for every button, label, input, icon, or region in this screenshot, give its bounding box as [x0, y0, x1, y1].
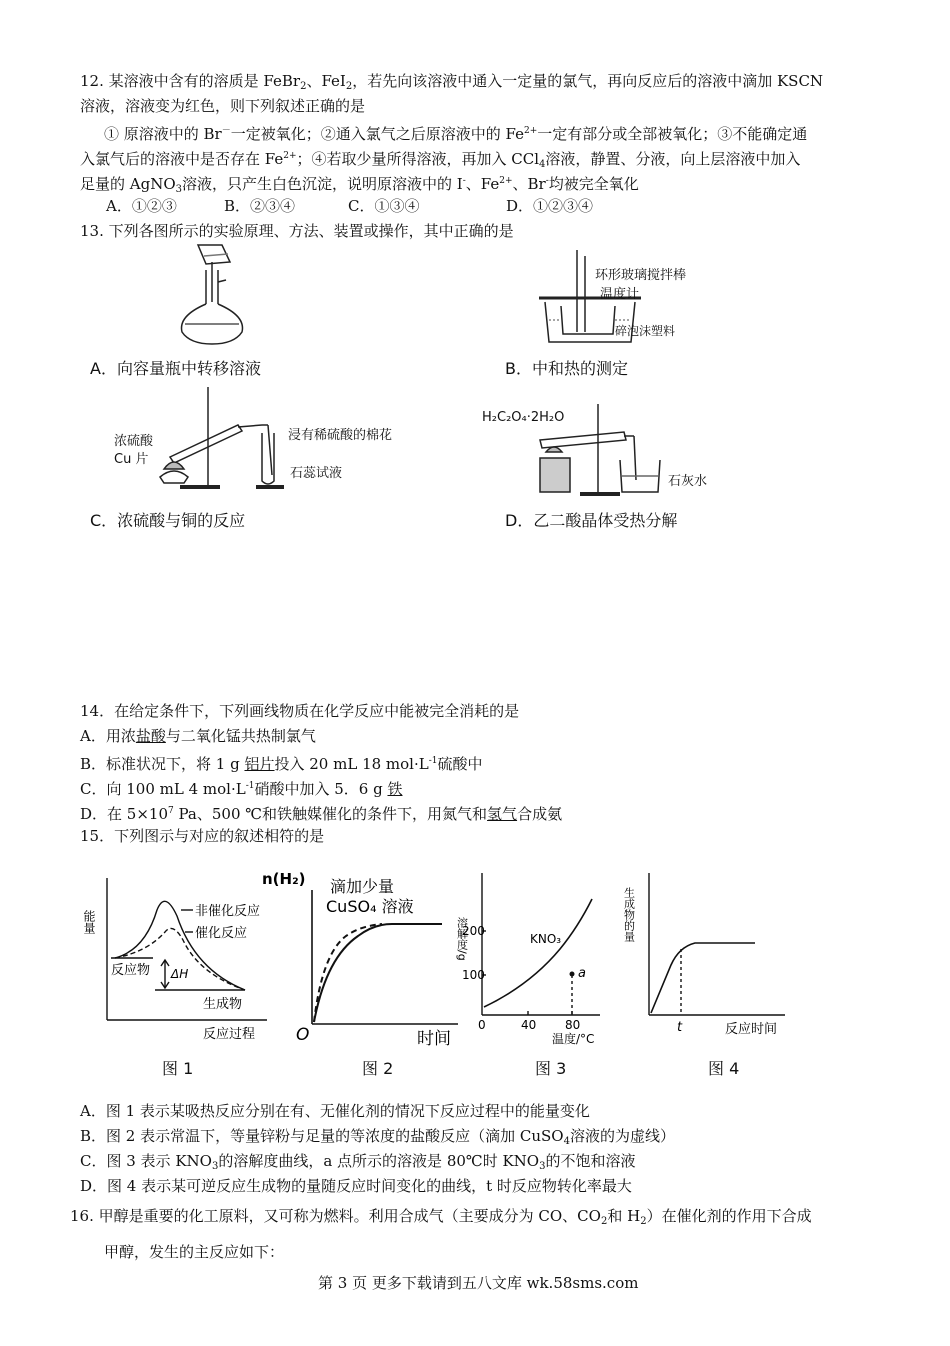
- figure-d-caption: D．乙二酸晶体受热分解: [505, 511, 678, 530]
- fig1-xlabel: 反应过程: [203, 1027, 256, 1042]
- fig2-note-line1: 滴加少量: [330, 877, 395, 896]
- fig1-product-label: 生成物: [203, 997, 243, 1012]
- q13-stem: 13. 下列各图所示的实验原理、方法、装置或操作，其中正确的是: [80, 222, 514, 240]
- label-litmus: 石蕊试液: [290, 466, 343, 481]
- fig4-xlabel: 反应时间: [725, 1022, 778, 1037]
- volumetric-flask-figure: [160, 240, 280, 350]
- q12-statement-line2: 入氯气后的溶液中是否存在 $Fe^{2+}$；④若取少量所得溶液，再加入 CCl$_4$溶液，静置、分液，向上层溶液中加入: [80, 150, 801, 170]
- fig3-ylabel: 溶解度/g: [455, 917, 469, 961]
- label-foam: 碎泡沫塑料: [615, 324, 676, 338]
- fig1-cat-label: 催化反应: [195, 926, 248, 941]
- q15-option-d: D．图 4 表示某可逆反应生成物的量随反应时间变化的曲线，t 时反应物转化率最大: [80, 1177, 632, 1195]
- q14-option-d: D．在 $5\times 10^7$ Pa、500 ℃和铁触媒催化的条件下，用氮气和氢气合成氨: [80, 805, 563, 823]
- q12-stem-line1: 12. 某溶液中含有的溶质是 FeBr$_2$、FeI$_2$，若先向该溶液中通入一定量的氯气，再向反应后的溶液中滴加 KSCN: [80, 72, 824, 92]
- q16-line2: 甲醇，发生的主反应如下：: [104, 1243, 285, 1261]
- fig2-hydrogen-curve: [262, 862, 462, 1047]
- q15-option-c: C．图 3 表示 $KNO_3$的溶解度曲线，a 点所示的溶液是 80℃时 $KNO_3$的不饱和溶液: [80, 1152, 636, 1172]
- fig1-noncat-label: 非催化反应: [195, 904, 261, 919]
- fig4-ylabel: 生成物的量: [622, 887, 636, 942]
- fig3-point-a: a: [578, 966, 586, 981]
- fig2-origin: O: [296, 1025, 310, 1045]
- fig3-xlabel: 温度/°C: [552, 1032, 595, 1046]
- q12-option-d: D．①②③④: [506, 197, 594, 215]
- label-thermometer: 温度计: [600, 287, 640, 302]
- label-limewater: 石灰水: [668, 474, 708, 489]
- label-conc-sulfuric-acid: 浓硫酸: [114, 434, 154, 449]
- fig3-solubility-curve: [455, 865, 610, 1050]
- fig3-xtick-80: 80: [565, 1018, 581, 1032]
- page-footer: 第 3 页 更多下载请到五八文库 wk.58sms.com: [318, 1274, 639, 1292]
- fig4-tmark: t: [677, 1020, 683, 1035]
- q14-stem: 14．在给定条件下，下列画线物质在化学反应中能被完全消耗的是: [80, 702, 520, 720]
- fig2-note-line2: CuSO₄ 溶液: [326, 897, 414, 916]
- label-cotton: 浸有稀硫酸的棉花: [288, 428, 393, 443]
- q14-option-c: C．向 100 mL 4 $mol\cdot L^{-1}$硝酸中加入 5．6 g 铁: [80, 780, 403, 798]
- q12-option-a: A．①②③: [106, 197, 177, 215]
- q12-stem-line2: 溶液，溶液变为红色，则下列叙述正确的是: [80, 97, 366, 115]
- q15-option-a: A．图 1 表示某吸热反应分别在有、无催化剂的情况下反应过程中的能量变化: [80, 1102, 590, 1120]
- fig3-series-label: KNO₃: [530, 932, 562, 946]
- label-ring-stirrer: 环形玻璃搅拌棒: [595, 268, 687, 283]
- q14-option-b: B．标准状况下，将 1 g 铝片投入 20 mL 18 $mol\cdot L^{-1}$硫酸中: [80, 755, 483, 773]
- label-cu-sheet: Cu 片: [114, 452, 149, 467]
- fig1-caption: 图 1: [162, 1059, 194, 1078]
- fig3-xtick-0: 0: [478, 1018, 486, 1032]
- copper-acid-apparatus-figure: [150, 385, 300, 493]
- figure-a-caption: A．向容量瓶中转移溶液: [90, 359, 261, 378]
- q15-option-b: B．图 2 表示常温下，等量锌粉与足量的等浓度的盐酸反应（滴加 CuSO$_4$溶液的为虚线）: [80, 1127, 675, 1147]
- q12-statement-line1: ① 原溶液中的 Br－一定被氧化；②通入氯气之后原溶液中的 $Fe^{2+}$一定有部分或全部被氧化；③不能确定通: [104, 125, 808, 143]
- q12-option-b: B．②③④: [224, 197, 296, 215]
- fig2-ylabel: n(H₂): [262, 870, 306, 888]
- fig3-ytick-200: 200: [462, 924, 485, 938]
- fig1-ylabel: 能量: [82, 910, 96, 934]
- fig4-product-curve: [622, 865, 790, 1040]
- fig1-reactant-label: 反应物: [111, 963, 151, 978]
- q15-stem: 15．下列图示与对应的叙述相符的是: [80, 827, 325, 845]
- fig1-dh-label: ΔH: [171, 967, 189, 981]
- q16-line1: 16. 甲醇是重要的化工原料，又可称为燃料。利用合成气（主要成分为 CO、$CO_2$和 $H_2$）在催化剂的作用下合成: [70, 1207, 812, 1227]
- fig2-xlabel: 时间: [417, 1029, 451, 1049]
- fig3-xtick-40: 40: [521, 1018, 537, 1032]
- q12-statement-line3: 足量的 AgNO$_3$溶液，只产生白色沉淀，说明原溶液中的 I-、$Fe^{2+}$、Br-均被完全氧化: [80, 175, 639, 195]
- fig3-caption: 图 3: [535, 1059, 567, 1078]
- fig4-caption: 图 4: [708, 1059, 740, 1078]
- fig3-ytick-100: 100: [462, 968, 485, 982]
- fig2-caption: 图 2: [362, 1059, 394, 1078]
- fig1-energy-diagram: [82, 870, 270, 1042]
- figure-b-caption: B．中和热的测定: [505, 359, 628, 378]
- figure-c-caption: C．浓硫酸与铜的反应: [90, 511, 246, 530]
- q14-option-a: A．用浓盐酸与二氧化锰共热制氯气: [80, 727, 316, 745]
- q12-option-c: C．①③④: [348, 197, 420, 215]
- label-oxalic-formula: H₂C₂O₄·2H₂O: [482, 410, 565, 425]
